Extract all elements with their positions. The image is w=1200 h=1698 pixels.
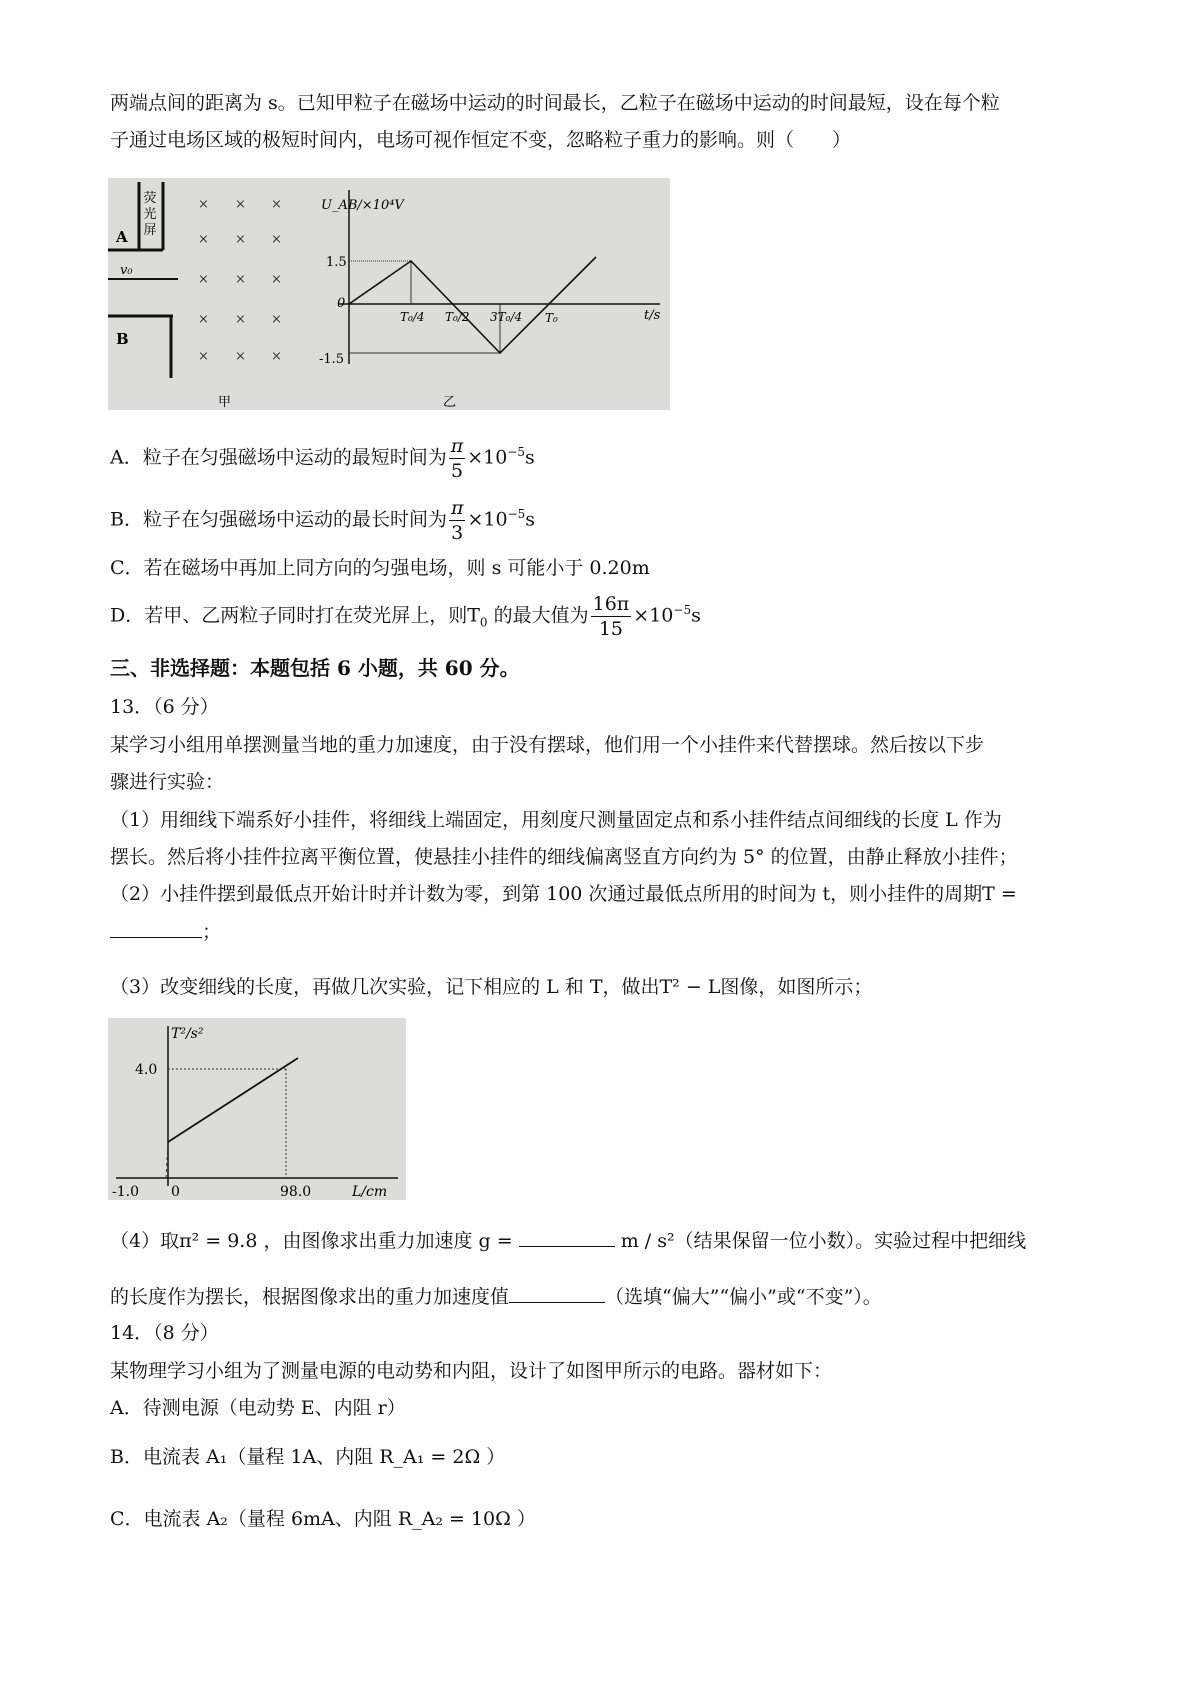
- t2-y-tick-4: 4.0: [135, 1062, 158, 1078]
- t2-x-tick-0: 0: [171, 1184, 180, 1200]
- g-answer-blank[interactable]: [519, 1228, 615, 1247]
- x-tick-t2: T₀/2: [445, 310, 470, 324]
- section-3-heading: 三、非选择题：本题包括 6 小题，共 60 分。: [110, 656, 520, 680]
- option-d-power: ×10: [633, 604, 674, 627]
- figure-t2-l-graph: [108, 1018, 406, 1200]
- svg-text:×: ×: [271, 197, 282, 212]
- q14-option-a: A．待测电源（电动势 E、内阻 r）: [110, 1397, 406, 1419]
- svg-text:×: ×: [235, 312, 246, 327]
- option-d-exponent: −5: [673, 603, 692, 618]
- option-a-denominator: 5: [450, 460, 464, 482]
- q13-line-6-end: ；: [202, 921, 222, 943]
- period-answer-blank[interactable]: [110, 919, 202, 938]
- svg-text:×: ×: [271, 349, 282, 364]
- option-b-exponent: −5: [507, 507, 526, 522]
- q13-line-3: （1）用细线下端系好小挂件，将细线上端固定，用刻度尺测量固定点和系小挂件结点间细线的长度 L 作为: [110, 809, 1002, 831]
- magnetic-field-crosses: [198, 197, 282, 364]
- x-tick-t0: T₀: [545, 311, 558, 325]
- option-d-mid: 的最大值为: [487, 604, 589, 627]
- svg-text:×: ×: [271, 312, 282, 327]
- q13-line-7: （3）改变细线的长度，再做几次实验，记下相应的 L 和 T，做出T² − L图像，如图所示；: [110, 976, 873, 998]
- q13-line-4: 摆长。然后将小挂件拉离平衡位置，使悬挂小挂件的细线偏离竖直方向约为 5° 的位置，由静止释放小挂件；: [110, 846, 1018, 868]
- q13-line-2: 骤进行实验：: [110, 771, 225, 793]
- y-tick--1.5: -1.5: [319, 352, 345, 367]
- q14-line-1: 某物理学习小组为了测量电源的电动势和内阻，设计了如图甲所示的电路。器材如下：: [110, 1360, 833, 1382]
- svg-text:×: ×: [198, 197, 209, 212]
- caption-yi: 乙: [443, 395, 457, 410]
- option-d-text: D．若甲、乙两粒子同时打在荧光屏上，则T: [110, 604, 480, 627]
- svg-text:×: ×: [235, 197, 246, 212]
- q14-option-c: C．电流表 A₂（量程 6mA、内阻 R_A₂ = 10Ω ）: [110, 1508, 536, 1530]
- svg-text:×: ×: [198, 232, 209, 247]
- q14-option-b: B．电流表 A₁（量程 1A、内阻 R_A₁ = 2Ω ）: [110, 1446, 506, 1468]
- q13-line-8-start: （4）取π² = 9.8 ，由图像求出重力加速度 g =: [110, 1230, 513, 1252]
- figure-1-svg: [108, 178, 670, 410]
- svg-text:×: ×: [235, 349, 246, 364]
- svg-text:×: ×: [198, 312, 209, 327]
- caption-jia: 甲: [218, 395, 232, 410]
- option-a-unit: s: [525, 446, 535, 469]
- svg-text:×: ×: [198, 349, 209, 364]
- option-a: [110, 434, 535, 483]
- svg-text:×: ×: [235, 232, 246, 247]
- svg-text:×: ×: [271, 232, 282, 247]
- option-d: [110, 592, 701, 641]
- q13-line-9: [110, 1284, 882, 1309]
- t2-x-tick--1: -1.0: [112, 1184, 139, 1200]
- t2-l-svg: [108, 1018, 406, 1200]
- voltage-line: [349, 257, 596, 353]
- option-d-denominator: 15: [598, 618, 624, 640]
- svg-text:×: ×: [271, 272, 282, 287]
- screen-label-1: 荧: [143, 191, 157, 206]
- y-tick-0: 0: [337, 296, 346, 311]
- y-tick-1.5: 1.5: [326, 255, 347, 270]
- q14-header: 14．（8 分）: [110, 1322, 219, 1344]
- option-d-numerator: 16π: [592, 593, 630, 615]
- option-a-numerator: π: [450, 435, 464, 457]
- figure-field-and-voltage: [108, 178, 670, 410]
- svg-text:×: ×: [235, 272, 246, 287]
- option-d-fraction: [591, 592, 632, 641]
- plate-a-label: A: [116, 228, 128, 246]
- q13-header: 13．（6 分）: [110, 696, 219, 718]
- option-c: C．若在磁场中再加上同方向的匀强电场，则 s 可能小于 0.20m: [110, 557, 650, 579]
- q13-line-8: [110, 1228, 1026, 1253]
- bias-answer-blank[interactable]: [509, 1284, 605, 1303]
- x-tick-t4: T₀/4: [400, 310, 425, 324]
- t2-y-label: T²/s²: [171, 1026, 204, 1042]
- option-d-unit: s: [691, 604, 701, 627]
- svg-text:×: ×: [198, 272, 209, 287]
- q13-line-9-start: 的长度作为摆长，根据图像求出的重力加速度值: [110, 1286, 510, 1308]
- screen-label-2: 光: [143, 207, 157, 222]
- x-tick-3t4: 3T₀/4: [490, 310, 523, 324]
- option-b: [110, 496, 535, 545]
- q13-line-1: 某学习小组用单摆测量当地的重力加速度，由于没有摆球，他们用一个小挂件来代替摆球。然后按以下步: [110, 734, 985, 756]
- option-a-power: ×10: [467, 446, 508, 469]
- option-b-numerator: π: [450, 497, 464, 519]
- y-axis-label: U_AB/×10⁴V: [321, 198, 404, 213]
- option-b-fraction: [449, 496, 466, 545]
- option-a-text: A．粒子在匀强磁场中运动的最短时间为: [110, 446, 447, 469]
- option-d-subscript: 0: [479, 615, 488, 630]
- option-b-unit: s: [525, 508, 536, 531]
- t2-x-label: L/cm: [352, 1184, 388, 1200]
- t2-x-tick-98: 98.0: [280, 1184, 312, 1200]
- intro-line-2: 子通过电场区域的极短时间内，电场可视作恒定不变，忽略粒子重力的影响。则（ ）: [110, 129, 852, 151]
- option-a-exponent: −5: [507, 445, 526, 460]
- t2-data-line: [168, 1058, 298, 1142]
- q13-line-5: （2）小挂件摆到最低点开始计时并计数为零，到第 100 次通过最低点所用的时间为 t，则小挂件的周期T =: [110, 883, 1017, 905]
- voltage-chart: [319, 190, 661, 367]
- option-a-fraction: [449, 434, 466, 483]
- q13-line-9-end: （选填“偏大”“偏小”或“不变”）。: [605, 1286, 882, 1308]
- x-axis-label: t/s: [644, 308, 661, 323]
- option-b-text: B．粒子在匀强磁场中运动的最长时间为: [110, 508, 447, 531]
- q13-line-8-end: m / s²（结果保留一位小数）。实验过程中把细线: [620, 1230, 1027, 1252]
- v0-label: v₀: [120, 263, 133, 278]
- screen-label-3: 屏: [143, 223, 157, 238]
- option-b-denominator: 3: [451, 522, 464, 544]
- option-b-power: ×10: [467, 508, 508, 531]
- q13-line-6: [110, 919, 221, 944]
- intro-line-1: 两端点间的距离为 s。已知甲粒子在磁场中运动的时间最长，乙粒子在磁场中运动的时间最短，设在每个粒: [110, 92, 1000, 114]
- plate-b-label: B: [116, 330, 129, 348]
